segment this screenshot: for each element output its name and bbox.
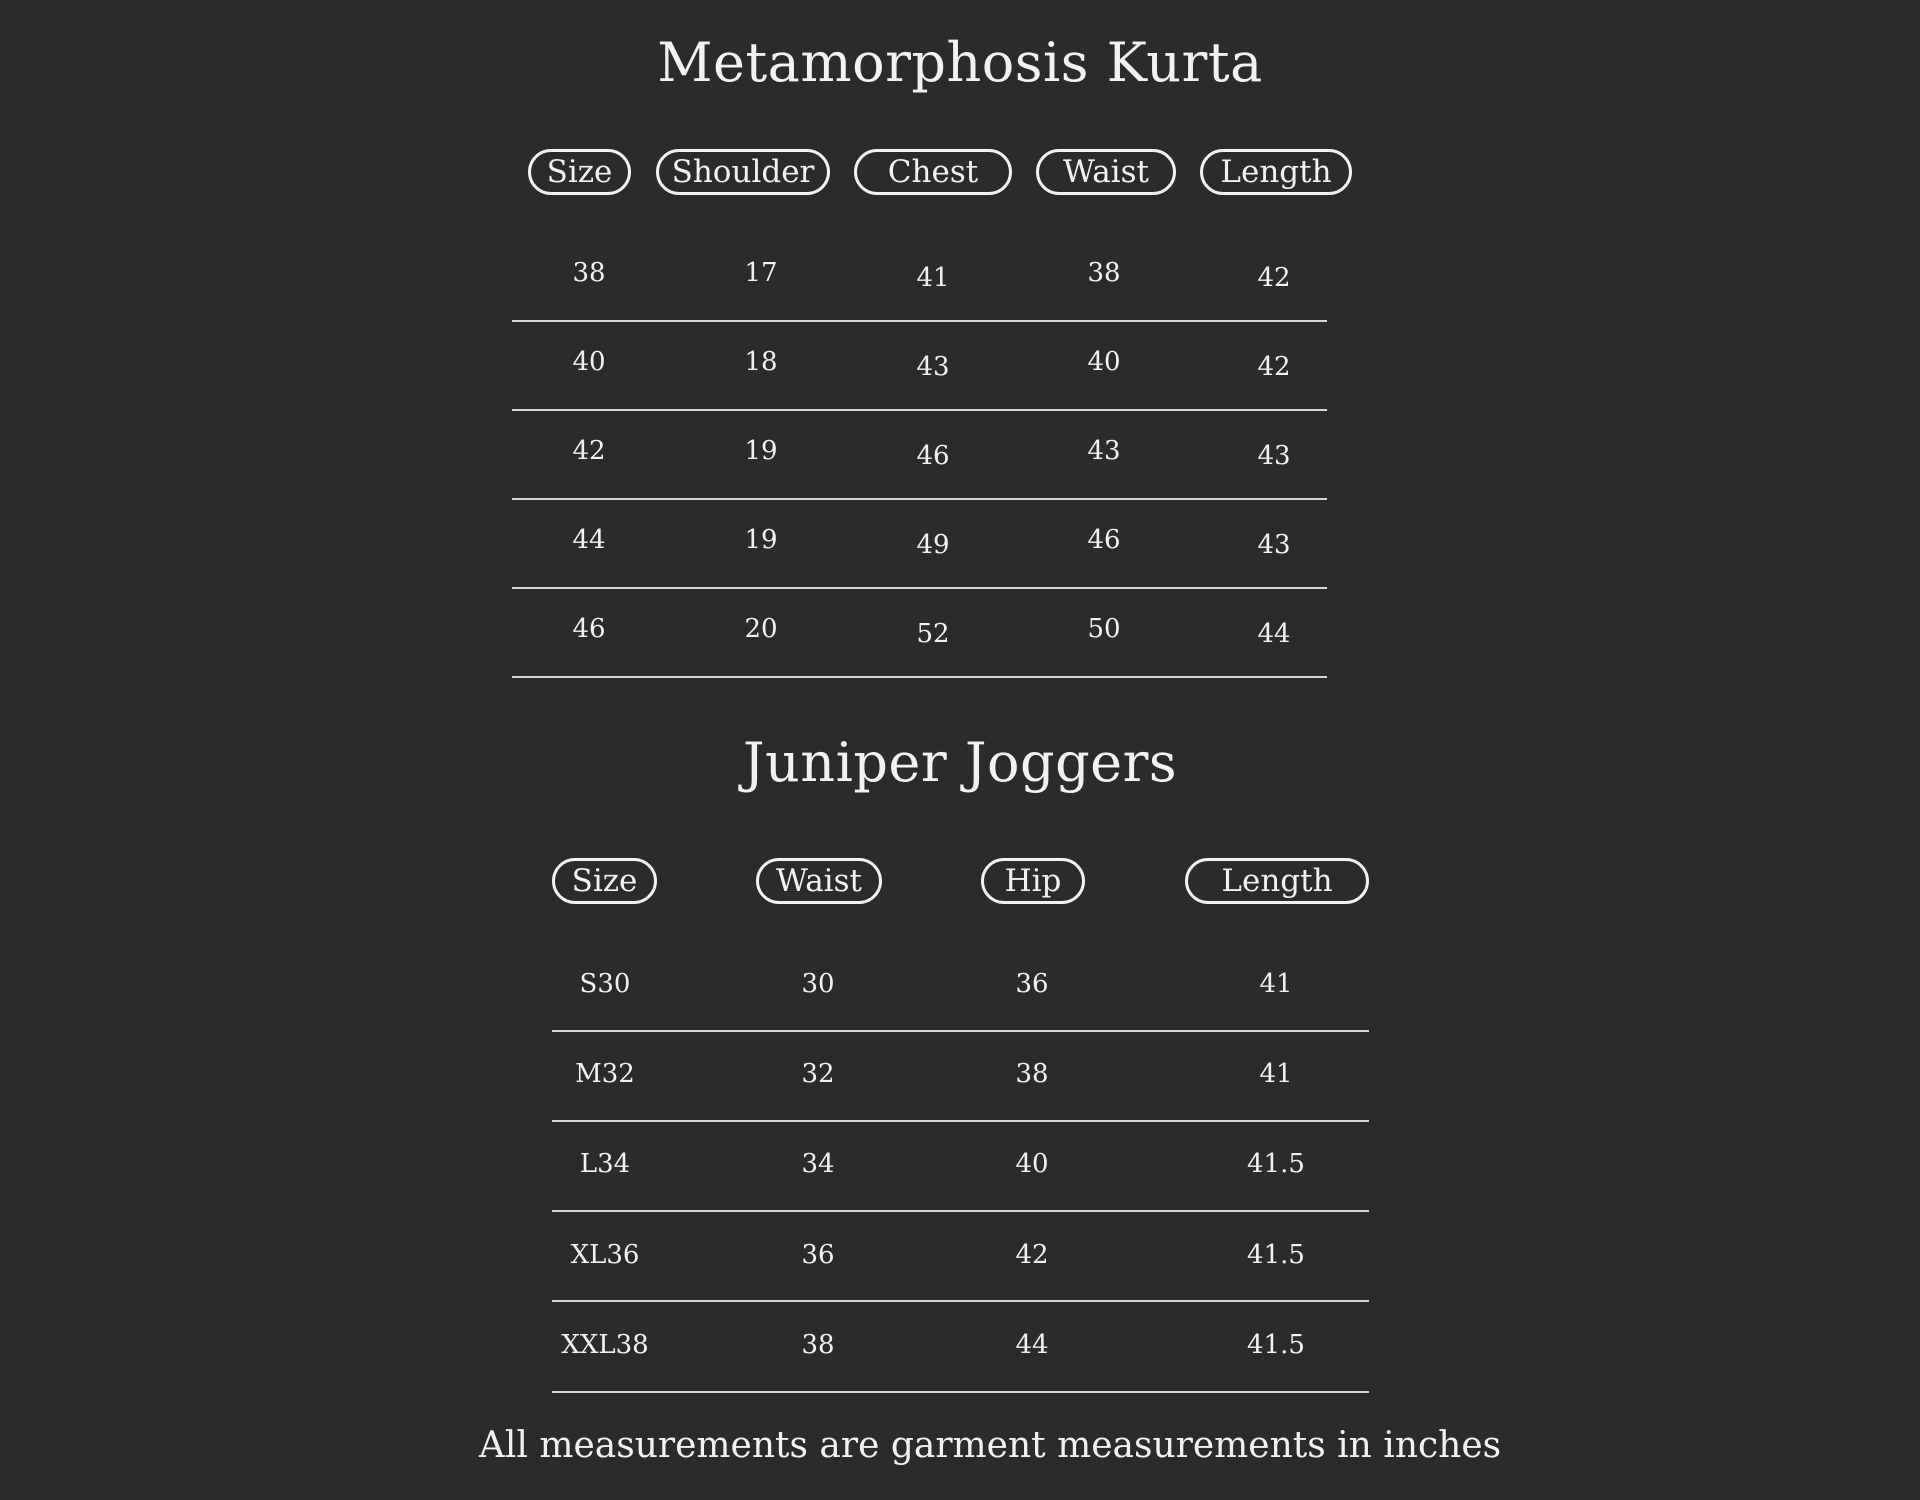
joggers-cell-hip: 42	[1015, 1240, 1049, 1270]
joggers-cell-waist: 30	[801, 969, 835, 999]
kurta-cell-shoulder: 18	[744, 347, 778, 377]
joggers-row-divider	[552, 1210, 1369, 1212]
joggers-cell-length: 41	[1259, 1059, 1293, 1089]
joggers-cell-length: 41	[1259, 969, 1293, 999]
kurta-header-waist: Waist	[1036, 149, 1176, 195]
joggers-cell-waist: 38	[801, 1330, 835, 1360]
kurta-cell-waist: 40	[1087, 347, 1121, 377]
kurta-cell-chest: 41	[916, 263, 950, 293]
joggers-row-divider	[552, 1030, 1369, 1032]
joggers-cell-length: 41.5	[1247, 1149, 1305, 1179]
kurta-cell-size: 40	[572, 347, 606, 377]
joggers-row-divider	[552, 1391, 1369, 1393]
kurta-cell-chest: 49	[916, 530, 950, 560]
joggers-cell-hip: 40	[1015, 1149, 1049, 1179]
joggers-cell-size: XL36	[570, 1240, 640, 1270]
kurta-cell-length: 42	[1257, 263, 1291, 293]
kurta-title: Metamorphosis Kurta	[657, 31, 1263, 94]
kurta-cell-length: 43	[1257, 441, 1291, 471]
joggers-cell-waist: 32	[801, 1059, 835, 1089]
kurta-cell-length: 42	[1257, 352, 1291, 382]
kurta-cell-size: 38	[572, 258, 606, 288]
joggers-cell-waist: 34	[801, 1149, 835, 1179]
joggers-header-waist: Waist	[756, 858, 882, 904]
kurta-cell-shoulder: 19	[744, 436, 778, 466]
kurta-row-divider	[512, 587, 1327, 589]
kurta-row-divider	[512, 676, 1327, 678]
joggers-cell-length: 41.5	[1247, 1240, 1305, 1270]
joggers-cell-waist: 36	[801, 1240, 835, 1270]
kurta-cell-waist: 43	[1087, 436, 1121, 466]
kurta-header-length: Length	[1200, 149, 1352, 195]
joggers-cell-size: S30	[579, 969, 631, 999]
kurta-cell-length: 43	[1257, 530, 1291, 560]
joggers-header-size: Size	[552, 858, 657, 904]
kurta-row-divider	[512, 498, 1327, 500]
kurta-row-divider	[512, 409, 1327, 411]
joggers-cell-size: XXL38	[561, 1330, 649, 1360]
kurta-cell-chest: 52	[916, 619, 950, 649]
joggers-row-divider	[552, 1120, 1369, 1122]
joggers-cell-length: 41.5	[1247, 1330, 1305, 1360]
kurta-cell-waist: 50	[1087, 614, 1121, 644]
joggers-cell-size: M32	[575, 1059, 635, 1089]
joggers-header-hip: Hip	[981, 858, 1085, 904]
kurta-cell-chest: 46	[916, 441, 950, 471]
measurement-note: All measurements are garment measurements in inches	[478, 1425, 1502, 1466]
kurta-cell-shoulder: 17	[744, 258, 778, 288]
joggers-header-length: Length	[1185, 858, 1369, 904]
kurta-cell-size: 42	[572, 436, 606, 466]
kurta-cell-waist: 38	[1087, 258, 1121, 288]
kurta-cell-size: 46	[572, 614, 606, 644]
kurta-cell-shoulder: 19	[744, 525, 778, 555]
joggers-cell-hip: 38	[1015, 1059, 1049, 1089]
kurta-cell-length: 44	[1257, 619, 1291, 649]
joggers-row-divider	[552, 1300, 1369, 1302]
kurta-header-size: Size	[528, 149, 631, 195]
kurta-header-chest: Chest	[854, 149, 1012, 195]
joggers-cell-hip: 44	[1015, 1330, 1049, 1360]
kurta-cell-waist: 46	[1087, 525, 1121, 555]
kurta-row-divider	[512, 320, 1327, 322]
kurta-cell-chest: 43	[916, 352, 950, 382]
kurta-cell-shoulder: 20	[744, 614, 778, 644]
kurta-header-shoulder: Shoulder	[656, 149, 830, 195]
kurta-cell-size: 44	[572, 525, 606, 555]
joggers-cell-size: L34	[579, 1149, 631, 1179]
joggers-title: Juniper Joggers	[742, 731, 1178, 794]
joggers-cell-hip: 36	[1015, 969, 1049, 999]
